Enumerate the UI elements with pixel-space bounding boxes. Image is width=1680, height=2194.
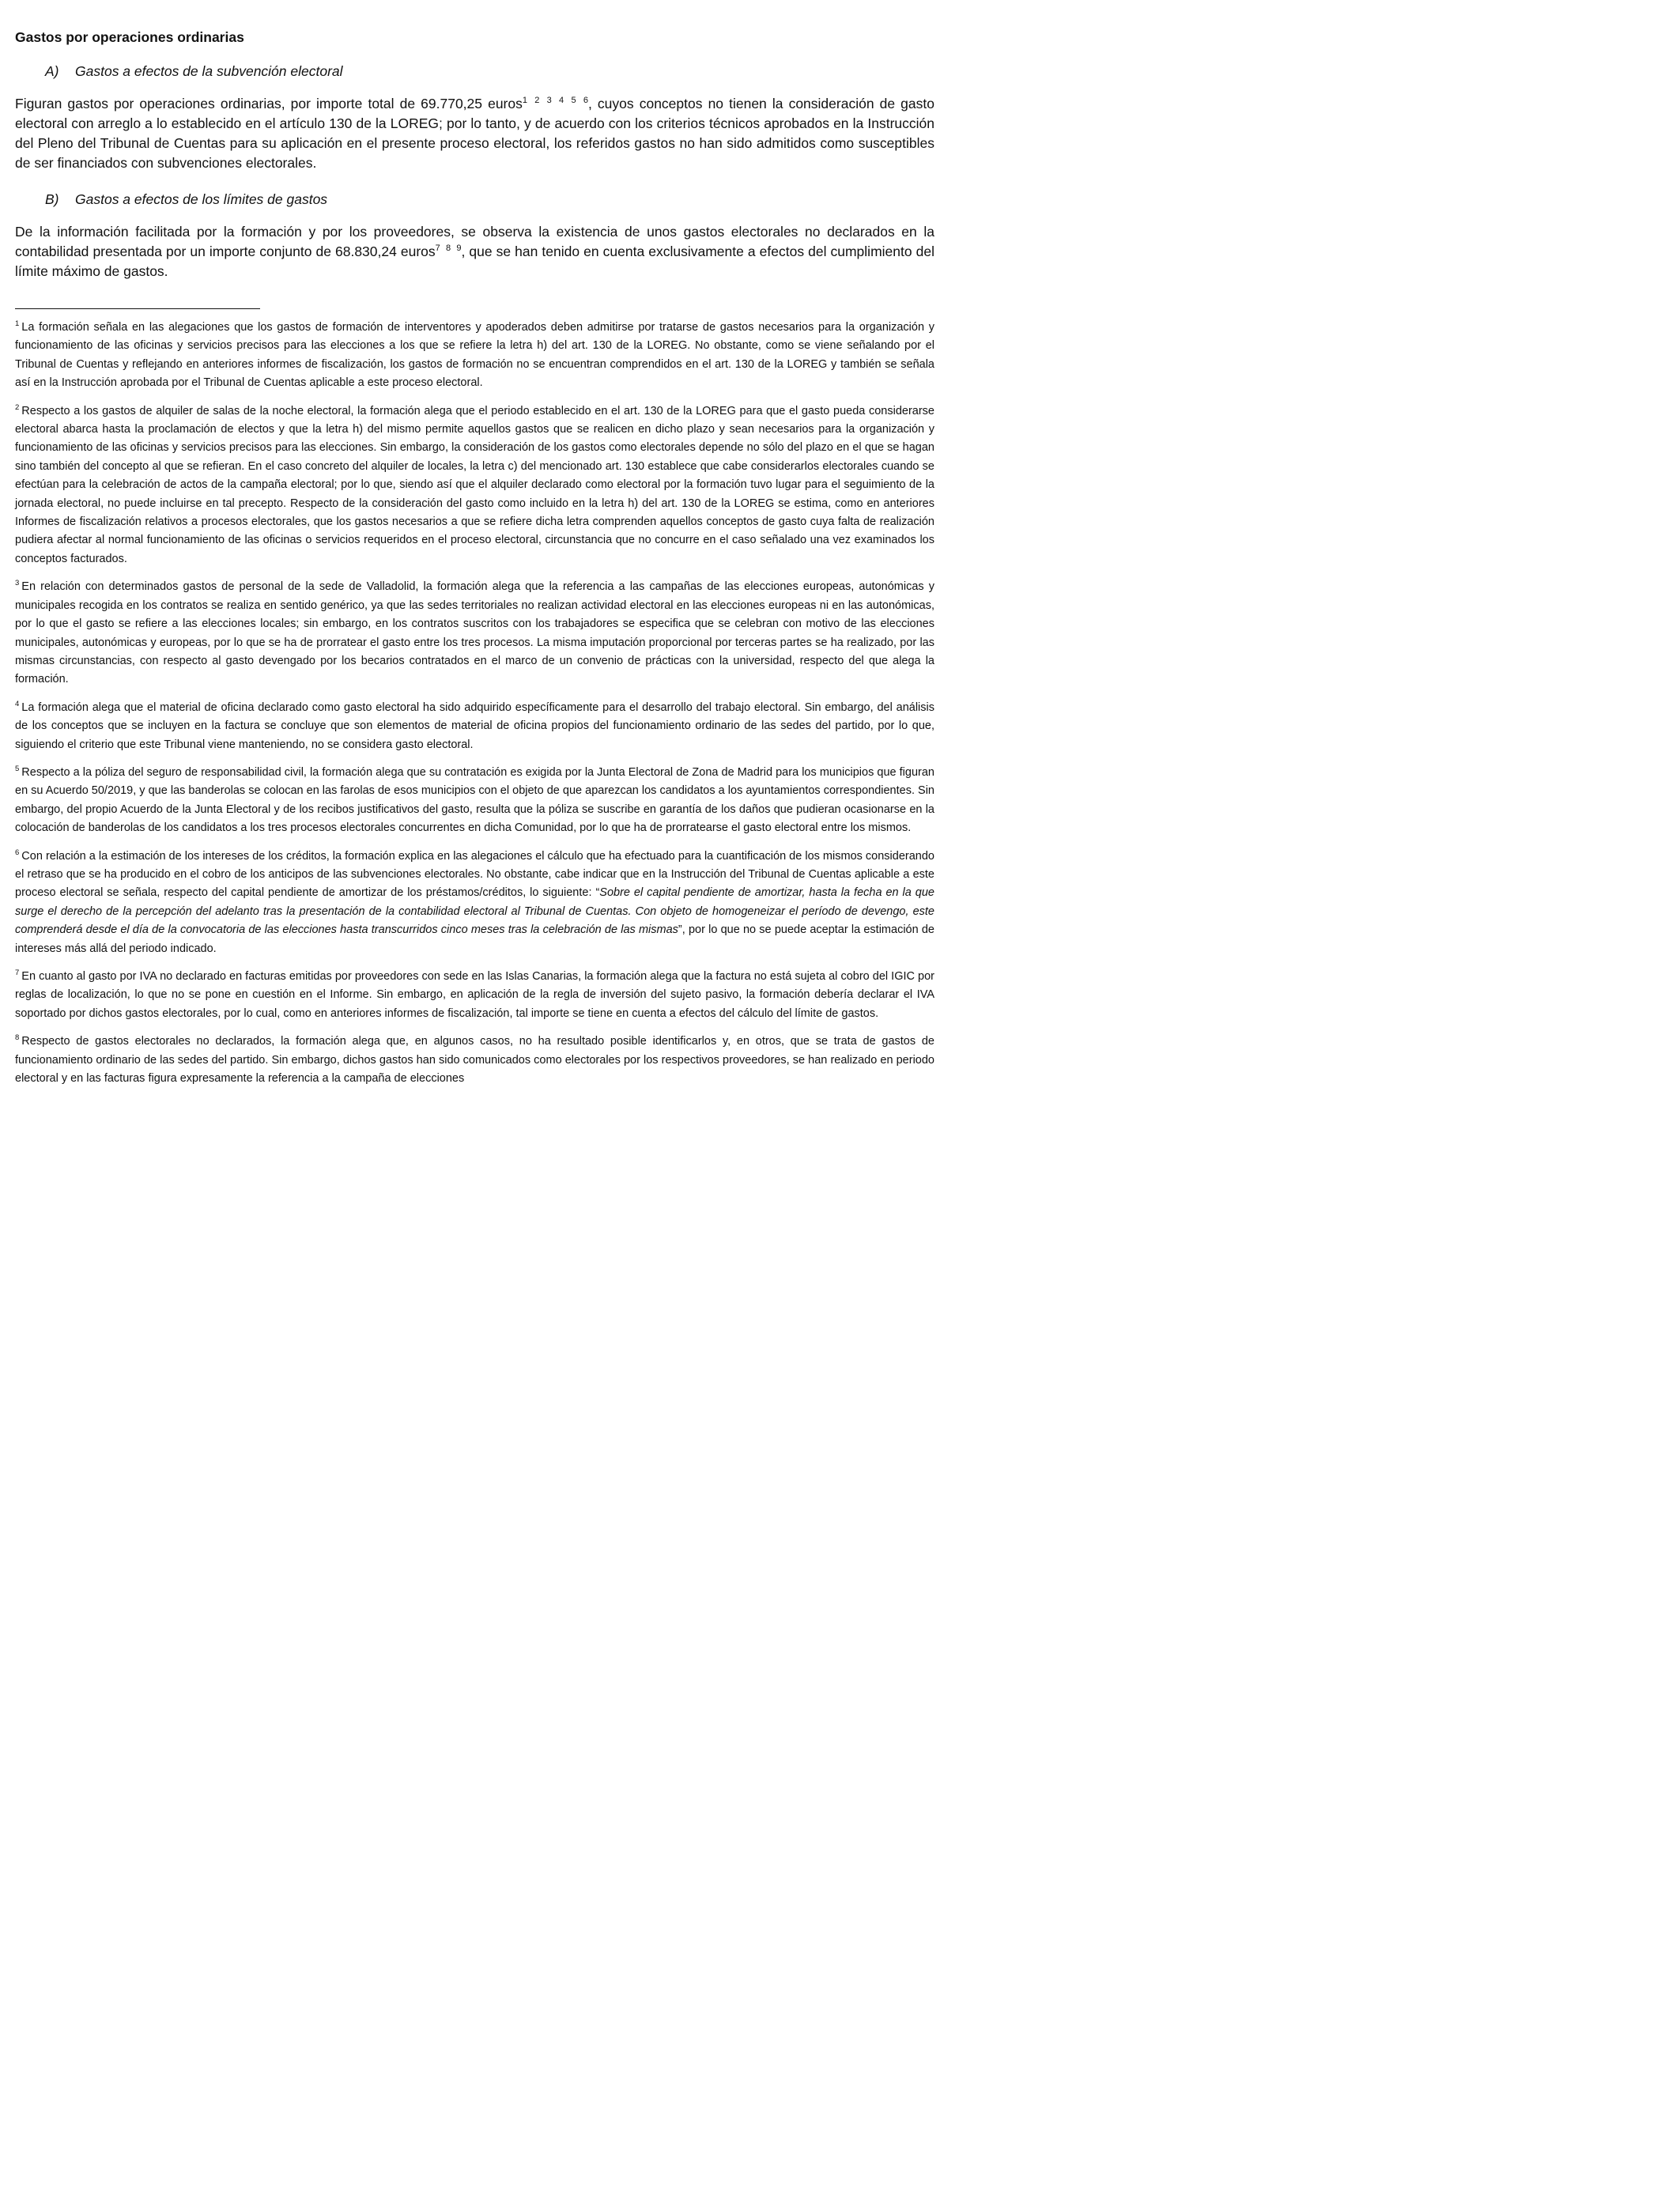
subsection-b-footnote-refs[interactable]: 7 8 9 [435,244,462,254]
footnote-text: Respecto a los gastos de alquiler de salas de la noche electoral, la formación alega que el periodo establecido en el art. 130 de la LOREG para que el gasto pueda considerarse electoral abarca hasta la proclamación de electos y que la letra h) del mismo permite aquellos gastos que se realicen en dicho plazo y sean necesarios para la organización y funcionamiento de las oficinas y servicios precisos para las elecciones. Sin embargo, la consideración de los gastos como electorales depende no sólo del plazo en el que se hagan sino también del concepto al que se refieran. En el caso concreto del alquiler de locales, la letra c) del mencionado art. 130 establece que cabe considerarlos electorales cuando se efectúan para la celebración de actos de la campaña electoral; por lo que, siendo así que el alquiler declarado como electoral por la formación tuvo lugar para el seguimiento de la jornada electoral, no puede incluirse en tal precepto. Respecto de la consideración del gasto como incluido en la letra h) del art. 130 de la LOREG se estima, como en anteriores Informes de fiscalización relativos a procesos electorales, que los gastos necesarios a que se refiere dicha letra comprenden aquellos conceptos de gasto cuya falta de realización pudiera afectar al normal funcionamiento de las oficinas o servicios requeridos en el proceso electoral, circunstancia que no concurre en el caso señalado una vez examinados los conceptos facturados. [15,404,934,565]
subsection-a-footnote-refs[interactable]: 1 2 3 4 5 6 [522,96,588,106]
subsection-a-text-after: , cuyos conceptos no tienen la consideración de gasto electoral con arreglo a lo establecido en el artículo 130 de la LOREG; por lo tanto, y de acuerdo con los criterios técnicos aprobados en la Instrucción del Pleno del Tribunal de Cuentas para su aplicación en el presente proceso electoral, los referidos gastos no han sido admitidos como susceptibles de ser financiados con subvenciones electorales. [15,96,934,171]
document-page [0,0,949,1240]
subsection-b-heading [15,191,934,208]
footnote-quote: Sobre el capital pendiente de amortizar, hasta la fecha en la que surge el derecho de la percepción del adelanto tras la presentación de la contabilidad electoral al Tribunal de Cuentas. Con objeto de homogeneizar el período de devengo, este comprenderá desde el día de la convocatoria de las elecciones hasta transcurridos cinco meses tras la celebración de las mismas [15,886,934,937]
footnote-text-before: Con relación a la estimación de los intereses de los créditos, la formación explica en las alegaciones el cálculo que ha efectuado para la cuantificación de los mismos considerando el retraso que se ha producido en el cobro de los anticipos de las subvenciones electorales. No obstante, cabe indicar que en la Instrucción del Tribunal de Cuentas aplicable a este proceso electoral se señala, respecto del capital pendiente de amortizar de los préstamos/créditos, lo siguiente: “ [15,849,934,900]
footnote-number: 4 [15,699,20,708]
subsection-a-letter: A) [45,63,59,79]
footnote-text-after: ”, por lo que no se puede aceptar la estimación de intereses más allá del periodo indicado. [15,923,934,955]
subsection-a-text-before: Figuran gastos por operaciones ordinarias, por importe total de 69.770,25 euros [15,96,523,111]
footnote-4 [15,699,934,754]
footnote-text: Respecto a la póliza del seguro de responsabilidad civil, la formación alega que su contratación es exigida por la Junta Electoral de Zona de Madrid para los municipios que figuran en su Acuerdo 50/2019, y que las banderolas se colocan en las farolas de esos municipios con el objeto de que aparezcan los candidatos a los ayuntamientos correspondientes. Sin embargo, del propio Acuerdo de la Junta Electoral y de los recibos justificativos del gasto, resulta que la póliza se suscribe en garantía de los daños que pudieran ocasionarse en la colocación de banderolas de los candidatos a los tres procesos electorales concurrentes en dicha Comunidad, por lo que ha de prorratearse el gasto electoral entre los mismos. [15,765,934,835]
footnote-number: 2 [15,402,20,412]
footnote-text: La formación señala en las alegaciones que los gastos de formación de interventores y apoderados deben admitirse por tratarse de gastos necesarios para la organización y funcionamiento de las oficinas y servicios precisos para las elecciones a los que se refiere la letra h) del art. 130 de la LOREG. No obstante, como se viene señalando por el Tribunal de Cuentas y reflejando en anteriores informes de fiscalización, los gastos de formación no se encuentran comprendidos en el art. 130 de la LOREG y también se señala así en la Instrucción aprobada por el Tribunal de Cuentas aplicable a este proceso electoral. [15,321,934,390]
subsection-a-heading [15,62,934,80]
subsection-b-title: Gastos a efectos de los límites de gastos [75,191,328,207]
subsection-b-text-after: , que se han tenido en cuenta exclusivamente a efectos del cumplimiento del límite máximo de gastos. [15,244,934,279]
footnote-1 [15,319,934,393]
footnote-5 [15,764,934,838]
footnote-3 [15,578,934,689]
footnote-8 [15,1033,934,1088]
footnote-7 [15,968,934,1023]
subsection-a-paragraph [15,94,934,173]
section-title: Gastos por operaciones ordinarias [15,29,244,45]
footnote-text: La formación alega que el material de oficina declarado como gasto electoral ha sido adquirido específicamente para el desarrollo del trabajo electoral. Sin embargo, del análisis de los conceptos que se incluyen en la factura se concluye que son elementos de material de oficina propios del funcionamiento ordinario de las sedes del partido, por lo que, siguiendo el criterio que este Tribunal viene manteniendo, no se considera gasto electoral. [15,700,934,751]
footnote-6 [15,848,934,958]
footnote-number: 7 [15,969,20,978]
subsection-b-letter: B) [45,191,59,207]
footnote-number: 3 [15,579,20,588]
footnote-2 [15,402,934,569]
footnote-number: 5 [15,765,20,774]
footnote-number: 1 [15,319,20,329]
footnote-number: 6 [15,848,20,857]
footnote-text: Respecto de gastos electorales no declarados, la formación alega que, en algunos casos, no ha resultado posible identificarlos y, en otros, que se trata de gastos de funcionamiento ordinario de las sedes del partido. Sin embargo, dichos gastos han sido comunicados como electorales por los respectivos proveedores, se han realizado en periodo electoral y en las facturas figura expresamente la referencia a la campaña de elecciones [15,1035,934,1086]
subsection-b-paragraph [15,222,934,281]
footnote-text: En relación con determinados gastos de personal de la sede de Valladolid, la formación alega que la referencia a las campañas de las elecciones europeas, autonómicas y municipales recogida en los contratos se realiza en sentido genérico, ya que las sedes territoriales no realizan actividad electoral en las elecciones europeas ni en las autonómicas, por lo que el gasto se refiere a las elecciones locales; sin embargo, en los contratos suscritos con los trabajadores se especifica que se celebran con motivo de las elecciones municipales, autonómicas y europeas, por lo que se ha de prorratear el gasto entre los tres procesos. La misma imputación proporcional por terceras partes se ha realizado, por las mismas circunstancias, con respecto al gasto devengado por los becarios contratados en el marco de un convenio de prácticas con la universidad, respecto del que alega la formación. [15,580,934,686]
subsection-a-title: Gastos a efectos de la subvención electoral [75,63,343,79]
footnote-text: En cuanto al gasto por IVA no declarado en facturas emitidas por proveedores con sede en las Islas Canarias, la formación alega que la factura no está sujeta al cobro del IGIC por reglas de localización, lo que no se pone en cuestión en el Informe. Sin embargo, en aplicación de la regla de inversión del sujeto pasivo, la formación debería declarar el IVA soportado por dichos gastos electorales, por lo cual, como en anteriores informes de fiscalización, tal importe se tiene en cuenta a efectos del cálculo del límite de gastos. [15,970,934,1020]
footnote-number: 8 [15,1033,20,1043]
subsection-b-text-before: De la información facilitada por la formación y por los proveedores, se observa la existencia de unos gastos electorales no declarados en la contabilidad presentada por un importe conjunto de 68.830,24 euros [15,224,934,259]
footnote-separator [15,308,260,309]
